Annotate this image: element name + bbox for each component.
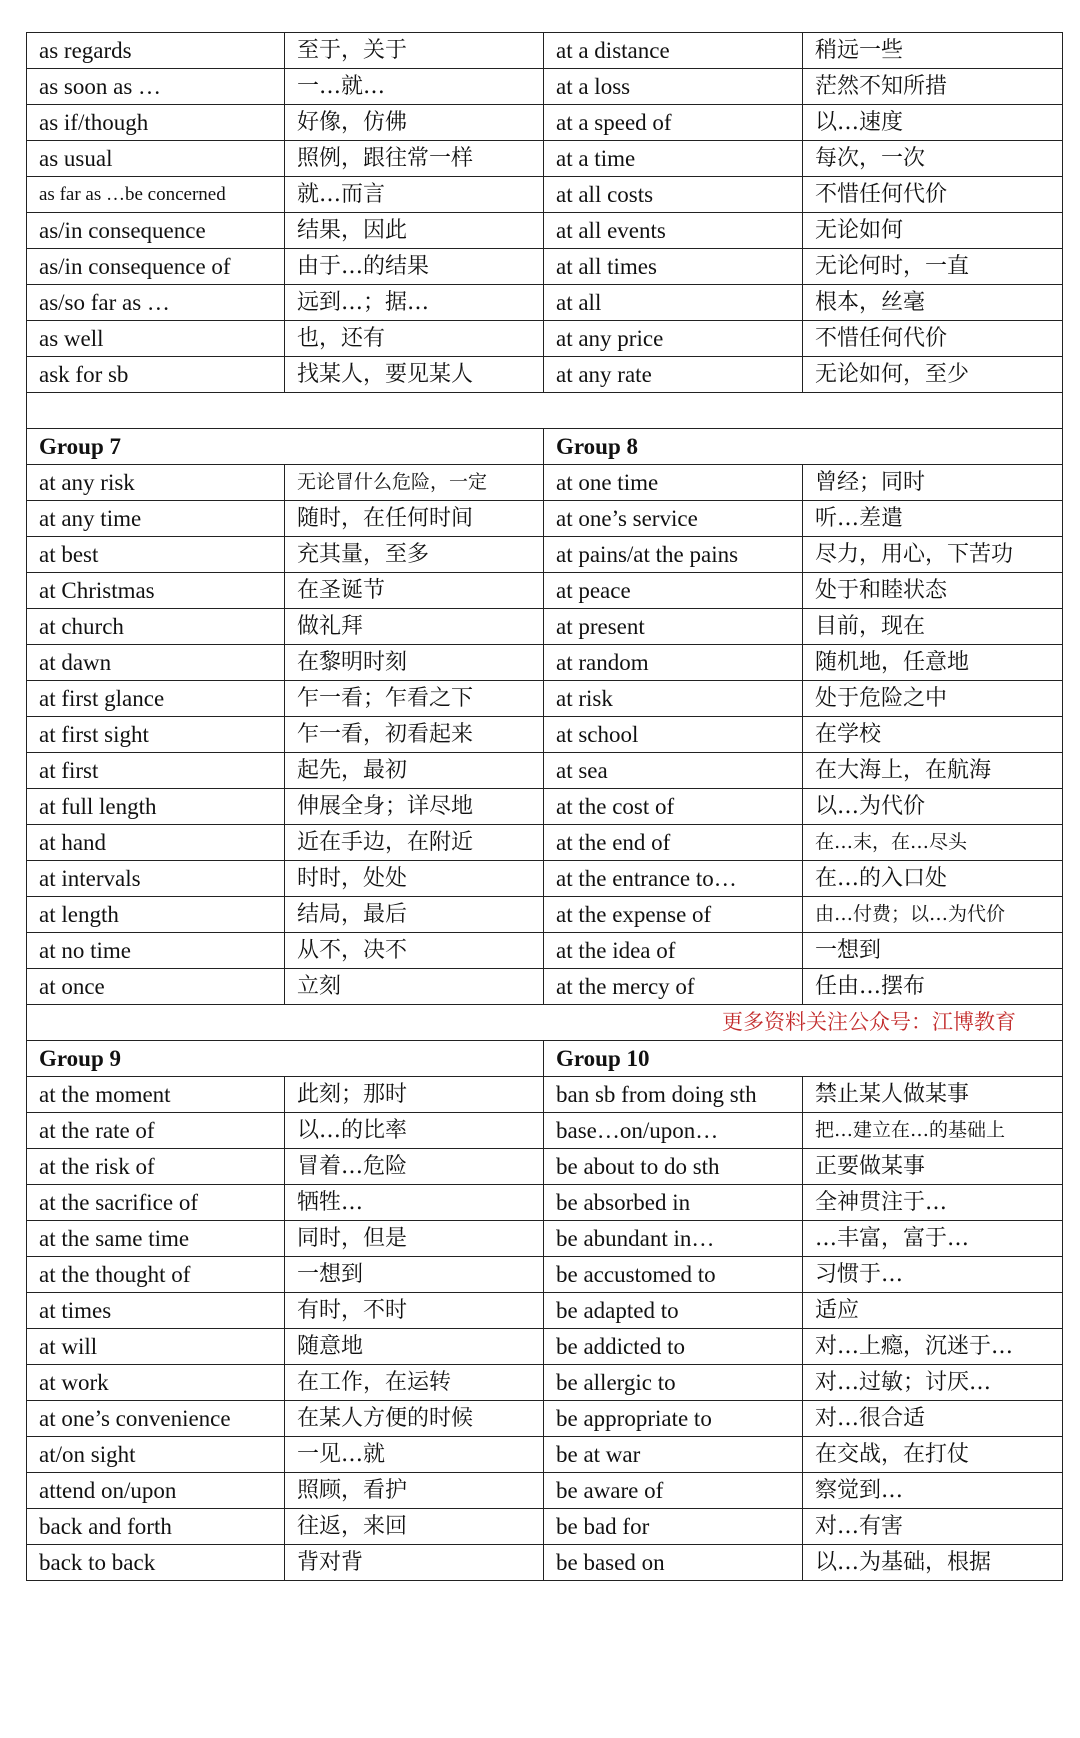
- english-phrase-cell: at all: [544, 285, 803, 321]
- chinese-meaning-cell: 充其量，至多: [285, 537, 544, 573]
- chinese-meaning-cell: 根本，丝毫: [803, 285, 1063, 321]
- english-phrase-cell: at a speed of: [544, 105, 803, 141]
- english-phrase-cell: at times: [27, 1293, 285, 1329]
- english-phrase-cell: at one time: [544, 465, 803, 501]
- table-row: [27, 1293, 1063, 1329]
- chinese-meaning-cell: 随机地，任意地: [803, 645, 1063, 681]
- english-phrase-cell: at peace: [544, 573, 803, 609]
- english-phrase-cell: at pains/at the pains: [544, 537, 803, 573]
- chinese-meaning-cell: 同时，但是: [285, 1221, 544, 1257]
- english-phrase-cell: at any rate: [544, 357, 803, 393]
- chinese-meaning-cell: 对…有害: [803, 1509, 1063, 1545]
- chinese-meaning-cell: 不惜任何代价: [803, 321, 1063, 357]
- blank-cell: [27, 393, 1063, 429]
- chinese-meaning-cell: 无论如何，至少: [803, 357, 1063, 393]
- english-phrase-cell: be bad for: [544, 1509, 803, 1545]
- chinese-meaning-cell: 任由…摆布: [803, 969, 1063, 1005]
- english-phrase-cell: at/on sight: [27, 1437, 285, 1473]
- english-phrase-cell: ban sb from doing sth: [544, 1077, 803, 1113]
- chinese-meaning-cell: 在黎明时刻: [285, 645, 544, 681]
- chinese-meaning-cell: 适应: [803, 1293, 1063, 1329]
- english-phrase-cell: be about to do sth: [544, 1149, 803, 1185]
- chinese-meaning-cell: 往返，来回: [285, 1509, 544, 1545]
- chinese-meaning-cell: 时时，处处: [285, 861, 544, 897]
- table-row: [27, 1473, 1063, 1509]
- table-row: [27, 249, 1063, 285]
- table-row: [27, 1185, 1063, 1221]
- chinese-meaning-cell: 远到…；据…: [285, 285, 544, 321]
- english-phrase-cell: back and forth: [27, 1509, 285, 1545]
- table-row: [27, 969, 1063, 1005]
- english-phrase-cell: as regards: [27, 33, 285, 69]
- english-phrase-cell: at length: [27, 897, 285, 933]
- chinese-meaning-cell: 由于…的结果: [285, 249, 544, 285]
- chinese-meaning-cell: 在圣诞节: [285, 573, 544, 609]
- chinese-meaning-cell: 在某人方便的时候: [285, 1401, 544, 1437]
- table-row: [27, 465, 1063, 501]
- english-phrase-cell: as usual: [27, 141, 285, 177]
- table-row: [27, 141, 1063, 177]
- chinese-meaning-cell: 照顾，看护: [285, 1473, 544, 1509]
- table-row: [27, 825, 1063, 861]
- group-header-row: [27, 1041, 1063, 1077]
- english-phrase-cell: at a distance: [544, 33, 803, 69]
- chinese-meaning-cell: 有时，不时: [285, 1293, 544, 1329]
- table-row: [27, 933, 1063, 969]
- chinese-meaning-cell: 立刻: [285, 969, 544, 1005]
- chinese-meaning-cell: 就…而言: [285, 177, 544, 213]
- table-row: [27, 645, 1063, 681]
- chinese-meaning-cell: 察觉到…: [803, 1473, 1063, 1509]
- vocabulary-sheet: [26, 32, 1062, 1581]
- english-phrase-cell: at will: [27, 1329, 285, 1365]
- english-phrase-cell: at the risk of: [27, 1149, 285, 1185]
- english-phrase-cell: at the cost of: [544, 789, 803, 825]
- english-phrase-cell: be appropriate to: [544, 1401, 803, 1437]
- chinese-meaning-cell: 一想到: [285, 1257, 544, 1293]
- chinese-meaning-cell: 结局，最后: [285, 897, 544, 933]
- table-row: [27, 1077, 1063, 1113]
- english-phrase-cell: at the thought of: [27, 1257, 285, 1293]
- english-phrase-cell: as if/though: [27, 105, 285, 141]
- table-row: [27, 897, 1063, 933]
- english-phrase-cell: at one’s service: [544, 501, 803, 537]
- english-phrase-cell: back to back: [27, 1545, 285, 1581]
- english-phrase-cell: at the expense of: [544, 897, 803, 933]
- chinese-meaning-cell: 随意地: [285, 1329, 544, 1365]
- chinese-meaning-cell: 一见…就: [285, 1437, 544, 1473]
- chinese-meaning-cell: 正要做某事: [803, 1149, 1063, 1185]
- chinese-meaning-cell: 冒着…危险: [285, 1149, 544, 1185]
- chinese-meaning-cell: 起先，最初: [285, 753, 544, 789]
- english-phrase-cell: as/so far as …: [27, 285, 285, 321]
- table-row: [27, 69, 1063, 105]
- chinese-meaning-cell: 照例，跟往常一样: [285, 141, 544, 177]
- promo-row: [27, 1005, 1063, 1041]
- english-phrase-cell: as/in consequence of: [27, 249, 285, 285]
- chinese-meaning-cell: 乍一看，初看起来: [285, 717, 544, 753]
- english-phrase-cell: at the idea of: [544, 933, 803, 969]
- chinese-meaning-cell: 以…为代价: [803, 789, 1063, 825]
- english-phrase-cell: at no time: [27, 933, 285, 969]
- chinese-meaning-cell: 茫然不知所措: [803, 69, 1063, 105]
- table-row: [27, 789, 1063, 825]
- group-title: Group 9: [27, 1041, 544, 1077]
- chinese-meaning-cell: 处于危险之中: [803, 681, 1063, 717]
- blank-separator-row: [27, 393, 1063, 429]
- table-row: [27, 609, 1063, 645]
- table-row: [27, 1545, 1063, 1581]
- english-phrase-cell: at the end of: [544, 825, 803, 861]
- english-phrase-cell: as far as …be concerned: [27, 177, 285, 213]
- chinese-meaning-cell: 把…建立在…的基础上: [803, 1113, 1063, 1149]
- english-phrase-cell: be allergic to: [544, 1365, 803, 1401]
- english-phrase-cell: at the rate of: [27, 1113, 285, 1149]
- chinese-meaning-cell: 对…很合适: [803, 1401, 1063, 1437]
- english-phrase-cell: at Christmas: [27, 573, 285, 609]
- chinese-meaning-cell: 在大海上，在航海: [803, 753, 1063, 789]
- english-phrase-cell: at work: [27, 1365, 285, 1401]
- chinese-meaning-cell: 至于，关于: [285, 33, 544, 69]
- table-row: [27, 1221, 1063, 1257]
- chinese-meaning-cell: 无论冒什么危险，一定: [285, 465, 544, 501]
- table-row: [27, 681, 1063, 717]
- english-phrase-cell: at a time: [544, 141, 803, 177]
- english-phrase-cell: base…on/upon…: [544, 1113, 803, 1149]
- chinese-meaning-cell: 以…速度: [803, 105, 1063, 141]
- english-phrase-cell: at the entrance to…: [544, 861, 803, 897]
- chinese-meaning-cell: 做礼拜: [285, 609, 544, 645]
- table-row: [27, 285, 1063, 321]
- chinese-meaning-cell: 每次，一次: [803, 141, 1063, 177]
- chinese-meaning-cell: 无论何时，一直: [803, 249, 1063, 285]
- group-title: Group 10: [544, 1041, 1063, 1077]
- english-phrase-cell: at first: [27, 753, 285, 789]
- chinese-meaning-cell: 牺牲…: [285, 1185, 544, 1221]
- chinese-meaning-cell: 乍一看；乍看之下: [285, 681, 544, 717]
- english-phrase-cell: be based on: [544, 1545, 803, 1581]
- english-phrase-cell: at the mercy of: [544, 969, 803, 1005]
- group-header-row: [27, 429, 1063, 465]
- chinese-meaning-cell: 近在手边，在附近: [285, 825, 544, 861]
- chinese-meaning-cell: 好像，仿佛: [285, 105, 544, 141]
- chinese-meaning-cell: 此刻；那时: [285, 1077, 544, 1113]
- promo-text: 更多资料关注公众号：江博教育: [27, 1005, 1063, 1041]
- table-row: [27, 357, 1063, 393]
- chinese-meaning-cell: 尽力，用心，下苦功: [803, 537, 1063, 573]
- table-row: [27, 537, 1063, 573]
- english-phrase-cell: at sea: [544, 753, 803, 789]
- table-row: [27, 1149, 1063, 1185]
- table-row: [27, 753, 1063, 789]
- chinese-meaning-cell: 处于和睦状态: [803, 573, 1063, 609]
- english-phrase-cell: as/in consequence: [27, 213, 285, 249]
- table-row: [27, 573, 1063, 609]
- english-phrase-cell: at all costs: [544, 177, 803, 213]
- table-row: [27, 861, 1063, 897]
- chinese-meaning-cell: 结果，因此: [285, 213, 544, 249]
- chinese-meaning-cell: 目前，现在: [803, 609, 1063, 645]
- chinese-meaning-cell: 伸展全身；详尽地: [285, 789, 544, 825]
- english-phrase-cell: at a loss: [544, 69, 803, 105]
- chinese-meaning-cell: 在学校: [803, 717, 1063, 753]
- english-phrase-cell: at present: [544, 609, 803, 645]
- phrase-table: [26, 32, 1063, 1581]
- chinese-meaning-cell: 在…的入口处: [803, 861, 1063, 897]
- chinese-meaning-cell: 习惯于…: [803, 1257, 1063, 1293]
- chinese-meaning-cell: 在…末，在…尽头: [803, 825, 1063, 861]
- english-phrase-cell: be aware of: [544, 1473, 803, 1509]
- english-phrase-cell: ask for sb: [27, 357, 285, 393]
- english-phrase-cell: at any price: [544, 321, 803, 357]
- chinese-meaning-cell: 稍远一些: [803, 33, 1063, 69]
- chinese-meaning-cell: 全神贯注于…: [803, 1185, 1063, 1221]
- table-row: [27, 321, 1063, 357]
- english-phrase-cell: be at war: [544, 1437, 803, 1473]
- english-phrase-cell: at church: [27, 609, 285, 645]
- english-phrase-cell: at full length: [27, 789, 285, 825]
- chinese-meaning-cell: 一…就…: [285, 69, 544, 105]
- table-row: [27, 1365, 1063, 1401]
- english-phrase-cell: at risk: [544, 681, 803, 717]
- chinese-meaning-cell: 无论如何: [803, 213, 1063, 249]
- chinese-meaning-cell: 对…上瘾，沉迷于…: [803, 1329, 1063, 1365]
- table-row: [27, 177, 1063, 213]
- table-row: [27, 1113, 1063, 1149]
- chinese-meaning-cell: 对…过敏；讨厌…: [803, 1365, 1063, 1401]
- table-row: [27, 1509, 1063, 1545]
- english-phrase-cell: at any risk: [27, 465, 285, 501]
- english-phrase-cell: be adapted to: [544, 1293, 803, 1329]
- english-phrase-cell: at hand: [27, 825, 285, 861]
- english-phrase-cell: at school: [544, 717, 803, 753]
- english-phrase-cell: at random: [544, 645, 803, 681]
- english-phrase-cell: at best: [27, 537, 285, 573]
- chinese-meaning-cell: 听…差遣: [803, 501, 1063, 537]
- table-row: [27, 717, 1063, 753]
- chinese-meaning-cell: 一想到: [803, 933, 1063, 969]
- chinese-meaning-cell: 曾经；同时: [803, 465, 1063, 501]
- group-title: Group 8: [544, 429, 1063, 465]
- chinese-meaning-cell: 以…为基础，根据: [803, 1545, 1063, 1581]
- chinese-meaning-cell: 从不，决不: [285, 933, 544, 969]
- chinese-meaning-cell: 由…付费；以…为代价: [803, 897, 1063, 933]
- table-row: [27, 1401, 1063, 1437]
- english-phrase-cell: be addicted to: [544, 1329, 803, 1365]
- chinese-meaning-cell: 也，还有: [285, 321, 544, 357]
- english-phrase-cell: at any time: [27, 501, 285, 537]
- chinese-meaning-cell: …丰富，富于…: [803, 1221, 1063, 1257]
- english-phrase-cell: be accustomed to: [544, 1257, 803, 1293]
- english-phrase-cell: be abundant in…: [544, 1221, 803, 1257]
- english-phrase-cell: at one’s convenience: [27, 1401, 285, 1437]
- english-phrase-cell: at all events: [544, 213, 803, 249]
- table-row: [27, 33, 1063, 69]
- chinese-meaning-cell: 在工作，在运转: [285, 1365, 544, 1401]
- english-phrase-cell: at all times: [544, 249, 803, 285]
- english-phrase-cell: at dawn: [27, 645, 285, 681]
- english-phrase-cell: as soon as …: [27, 69, 285, 105]
- chinese-meaning-cell: 随时，在任何时间: [285, 501, 544, 537]
- chinese-meaning-cell: 以…的比率: [285, 1113, 544, 1149]
- english-phrase-cell: at intervals: [27, 861, 285, 897]
- english-phrase-cell: attend on/upon: [27, 1473, 285, 1509]
- english-phrase-cell: at the sacrifice of: [27, 1185, 285, 1221]
- chinese-meaning-cell: 禁止某人做某事: [803, 1077, 1063, 1113]
- english-phrase-cell: at the moment: [27, 1077, 285, 1113]
- table-row: [27, 105, 1063, 141]
- english-phrase-cell: at the same time: [27, 1221, 285, 1257]
- english-phrase-cell: be absorbed in: [544, 1185, 803, 1221]
- english-phrase-cell: at first sight: [27, 717, 285, 753]
- chinese-meaning-cell: 不惜任何代价: [803, 177, 1063, 213]
- table-row: [27, 501, 1063, 537]
- group-title: Group 7: [27, 429, 544, 465]
- chinese-meaning-cell: 在交战，在打仗: [803, 1437, 1063, 1473]
- english-phrase-cell: at once: [27, 969, 285, 1005]
- table-row: [27, 213, 1063, 249]
- english-phrase-cell: at first glance: [27, 681, 285, 717]
- table-row: [27, 1257, 1063, 1293]
- table-row: [27, 1437, 1063, 1473]
- chinese-meaning-cell: 背对背: [285, 1545, 544, 1581]
- chinese-meaning-cell: 找某人，要见某人: [285, 357, 544, 393]
- table-row: [27, 1329, 1063, 1365]
- english-phrase-cell: as well: [27, 321, 285, 357]
